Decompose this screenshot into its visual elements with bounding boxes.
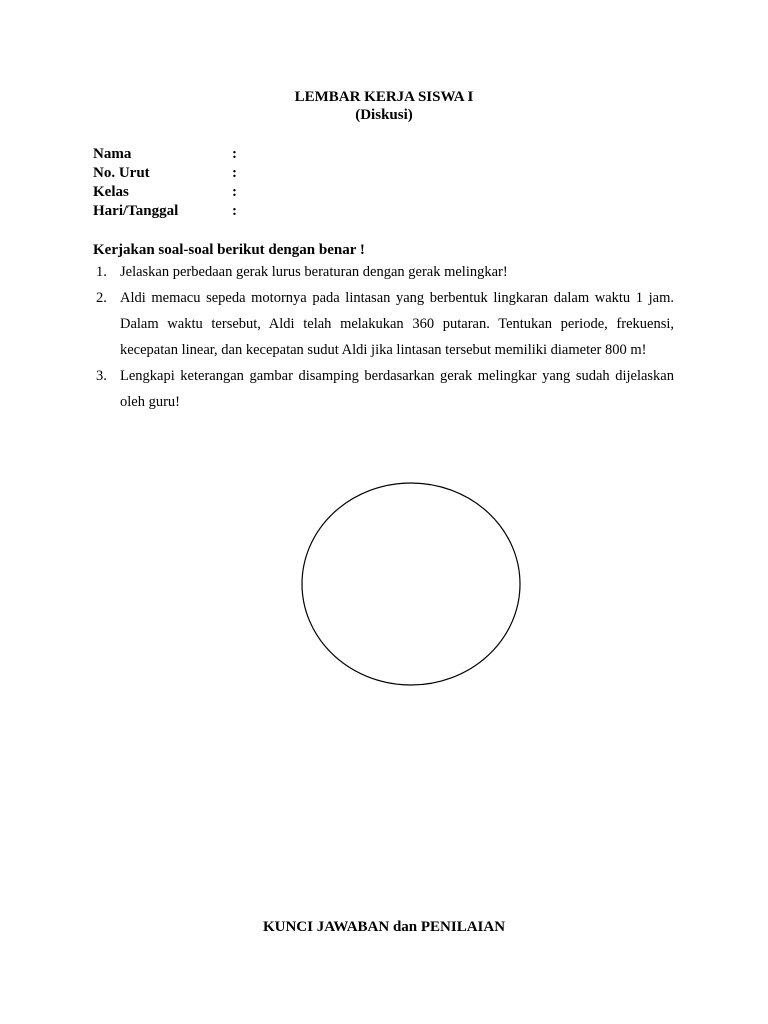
question-text: Jelaskan perbedaan gerak lurus beraturan dengan gerak melingkar! bbox=[120, 264, 508, 280]
worksheet-title: LEMBAR KERJA SISWA I bbox=[294, 89, 474, 105]
question-number: 3. bbox=[96, 368, 107, 384]
field-label: No. Urut bbox=[93, 165, 150, 181]
question-item bbox=[93, 363, 674, 415]
instruction-text: Kerjakan soal-soal berikut dengan benar ! bbox=[93, 242, 365, 258]
circle-diagram bbox=[300, 481, 522, 687]
question-number: 1. bbox=[96, 264, 107, 280]
question-item bbox=[93, 285, 674, 363]
worksheet-subtitle: (Diskusi) bbox=[355, 107, 413, 123]
field-label: Kelas bbox=[93, 184, 129, 200]
answer-key-title: KUNCI JAWABAN dan PENILAIAN bbox=[262, 919, 506, 935]
field-label: Hari/Tanggal bbox=[93, 203, 179, 219]
question-text: Aldi memacu sepeda motornya pada lintasan yang berbentuk lingkaran dalam waktu 1 jam. Dalam waktu tersebut, Aldi telah melakukan 360 putaran. Tentukan periode, frekuensi, kecepatan linear, dan kecepatan sudut Aldi jika lintasan tersebut memiliki diameter 800 m! bbox=[120, 290, 674, 358]
field-label: Nama bbox=[93, 146, 132, 162]
question-list bbox=[93, 259, 674, 415]
question-item bbox=[93, 259, 674, 285]
question-text: Lengkapi keterangan gambar disamping berdasarkan gerak melingkar yang sudah dijelaskan oleh guru! bbox=[120, 368, 674, 410]
field-colon: : bbox=[232, 146, 237, 162]
field-colon: : bbox=[232, 165, 237, 181]
question-number: 2. bbox=[96, 290, 107, 306]
field-colon: : bbox=[232, 184, 237, 200]
circle-svg bbox=[300, 481, 522, 687]
circle-shape bbox=[302, 483, 520, 685]
field-colon: : bbox=[232, 203, 237, 219]
